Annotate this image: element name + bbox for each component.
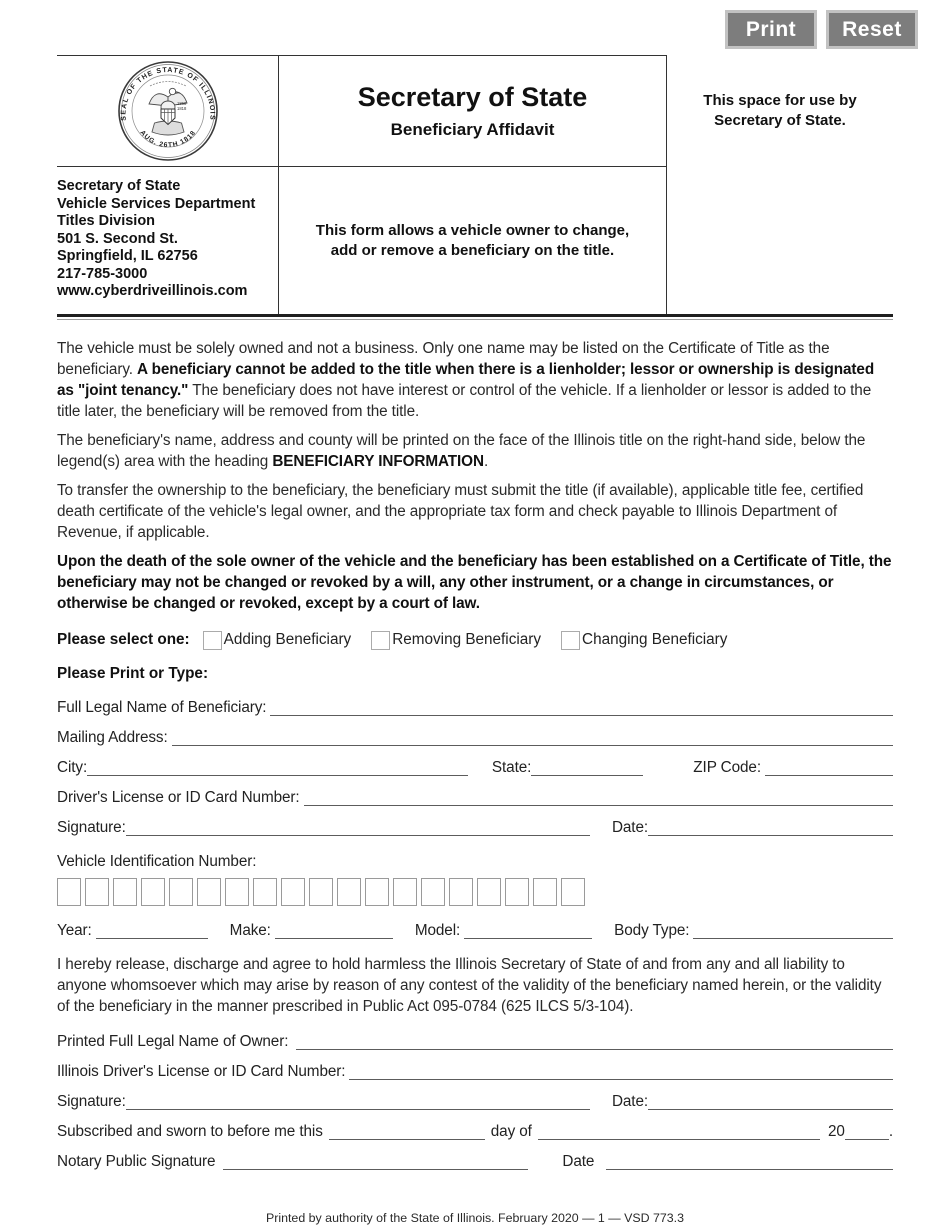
form-title: Secretary of State	[357, 82, 588, 112]
select-one-label: Please select one:	[57, 631, 190, 648]
adding-beneficiary-checkbox[interactable]	[203, 631, 222, 650]
make-input[interactable]	[275, 933, 393, 939]
seal-date-1818: 1818	[176, 106, 186, 111]
vin-box[interactable]	[113, 878, 137, 906]
vin-box[interactable]	[197, 878, 221, 906]
zip-code-label: ZIP Code:	[693, 759, 761, 776]
model-input[interactable]	[464, 933, 592, 939]
day-of-label: day of	[490, 1123, 532, 1140]
seal-ring-bottom-text: AUG. 26TH 1818	[137, 129, 198, 150]
mailing-address-input[interactable]	[172, 740, 893, 746]
owner-drivers-license-label: Illinois Driver's License or ID Card Number:	[57, 1063, 346, 1080]
beneficiary-date-input[interactable]	[648, 830, 893, 836]
drivers-license-label: Driver's License or ID Card Number:	[57, 789, 300, 806]
office-use-note-line1: This space for use by	[703, 92, 857, 109]
header-empty-cell	[667, 167, 893, 314]
vin-box[interactable]	[281, 878, 305, 906]
transfer-paragraph	[57, 480, 893, 543]
beneficiary-signature-input[interactable]	[126, 830, 590, 836]
owner-drivers-license-row	[57, 1059, 893, 1081]
owner-date-label: Date:	[611, 1093, 648, 1110]
form-purpose-line2: add or remove a beneficiary on the title.	[330, 241, 615, 259]
city-input[interactable]	[87, 770, 468, 776]
drivers-license-input[interactable]	[304, 800, 893, 806]
vehicle-details-row	[57, 918, 893, 940]
signature-label: Signature:	[57, 819, 126, 836]
notary-signature-label: Notary Public Signature	[57, 1153, 216, 1170]
vin-label-row	[57, 849, 893, 871]
vin-box[interactable]	[57, 878, 81, 906]
vin-box[interactable]	[169, 878, 193, 906]
notary-signature-row	[57, 1149, 893, 1171]
sworn-day-input[interactable]	[329, 1134, 485, 1140]
vin-box[interactable]	[141, 878, 165, 906]
reset-button[interactable]: Reset	[826, 10, 918, 49]
bold-text-segment: A beneficiary cannot be added to the title when there is a lienholder; lessor or ownership is designated as "joint tenancy."	[57, 361, 875, 399]
form-header	[57, 55, 893, 314]
text-segment: The beneficiary does not have interest or control of the vehicle. If a lienholder or lessor is added to the title later, the beneficiary will be removed from the title.	[57, 382, 872, 420]
text-segment: I hereby release, discharge and agree to hold harmless the Illinois Secretary of State of and from any and all liability to anyone whomsoever which may arise by reason of any contest of the validity of the beneficiary named herein, or the validity of the beneficiary in the manner prescribed in Public Act 095-0784 (625 ILCS 5/3-104).	[57, 956, 882, 1015]
address-line: Titles Division	[57, 213, 156, 229]
vin-box[interactable]	[477, 878, 501, 906]
drivers-license-row	[57, 785, 893, 807]
notarization-row	[57, 1119, 893, 1141]
owner-signature-input[interactable]	[126, 1104, 590, 1110]
adding-beneficiary-label: Adding Beneficiary	[223, 631, 352, 648]
zip-code-input[interactable]	[765, 770, 893, 776]
vin-box[interactable]	[85, 878, 109, 906]
revocation-paragraph	[57, 551, 893, 614]
vin-box[interactable]	[561, 878, 585, 906]
header-divider	[57, 314, 893, 317]
sworn-prefix-label: Subscribed and sworn to before me this	[57, 1123, 323, 1140]
year-label: Year:	[57, 922, 92, 939]
full-legal-name-row	[57, 695, 893, 717]
state-label: State:	[491, 759, 532, 776]
changing-beneficiary-label: Changing Beneficiary	[582, 631, 728, 648]
beneficiary-signature-row	[57, 815, 893, 837]
sworn-year-input[interactable]	[845, 1134, 889, 1140]
vin-box[interactable]	[449, 878, 473, 906]
vin-boxes	[57, 878, 893, 906]
changing-beneficiary-checkbox[interactable]	[561, 631, 580, 650]
illinois-state-seal-icon	[116, 59, 220, 163]
footer-authority-text: Printed by authority of the State of Illinois. February 2020 — 1 — VSD 773.3	[265, 1211, 685, 1225]
form-purpose-cell	[279, 167, 667, 314]
vin-box[interactable]	[421, 878, 445, 906]
title-cell	[279, 55, 667, 167]
text-segment: The vehicle must be solely owned and not a business. Only one name may be listed on the Certificate of Title as the beneficiary.	[57, 340, 830, 378]
vin-box[interactable]	[533, 878, 557, 906]
removing-beneficiary-checkbox[interactable]	[371, 631, 390, 650]
header-divider-shadow	[57, 319, 893, 320]
release-paragraph	[57, 954, 893, 1017]
address-line: www.cyberdriveillinois.com	[57, 283, 248, 299]
owner-printed-name-input[interactable]	[296, 1044, 893, 1050]
address-line: Secretary of State	[57, 178, 181, 194]
year-20-label: 20	[828, 1123, 845, 1140]
notary-signature-input[interactable]	[223, 1164, 528, 1170]
beneficiary-info-paragraph	[57, 430, 893, 472]
state-input[interactable]	[531, 770, 643, 776]
owner-date-input[interactable]	[648, 1104, 893, 1110]
seal-cell	[57, 55, 279, 167]
owner-printed-name-label: Printed Full Legal Name of Owner:	[57, 1033, 289, 1050]
print-or-type-label: Please Print or Type:	[57, 665, 209, 682]
model-label: Model:	[414, 922, 461, 939]
form-subtitle: Beneficiary Affidavit	[390, 120, 555, 139]
seal-date-1868: 1868	[176, 101, 186, 106]
vin-box[interactable]	[393, 878, 417, 906]
pdf-form-buttons	[725, 10, 918, 49]
form-purpose-line1: This form allows a vehicle owner to change,	[315, 221, 630, 239]
body-type-input[interactable]	[693, 933, 893, 939]
office-use-note	[667, 55, 893, 167]
mailing-address-row	[57, 725, 893, 747]
city-state-zip-row	[57, 755, 893, 777]
vin-box[interactable]	[309, 878, 333, 906]
sworn-month-input[interactable]	[538, 1134, 820, 1140]
address-line: 501 S. Second St.	[57, 230, 178, 247]
text-segment: To transfer the ownership to the beneficiary, the beneficiary must submit the title (if available), applicable title fee, certified death certificate of the vehicle's legal owner, and the appropriate tax form and check payable to Illinois Department of Revenue, if applicable.	[57, 482, 864, 541]
owner-drivers-license-input[interactable]	[349, 1074, 893, 1080]
bold-text-segment: BENEFICIARY INFORMATION	[272, 453, 484, 470]
intro-paragraph	[57, 338, 893, 422]
owner-signature-label: Signature:	[57, 1093, 126, 1110]
address-line: Springfield, IL 62756	[57, 248, 198, 264]
address-line: Vehicle Services Department	[57, 195, 256, 212]
period-label: .	[888, 1123, 893, 1140]
mailing-address-label: Mailing Address:	[57, 729, 168, 746]
owner-signature-row	[57, 1089, 893, 1111]
bold-text-segment: Upon the death of the sole owner of the vehicle and the beneficiary has been established on a Certificate of Title, the beneficiary may not be changed or revoked by a will, any other instrument, or a change in circumstances, or otherwise be changed or revoked, except by a court of law.	[57, 553, 892, 612]
owner-printed-name-row	[57, 1029, 893, 1051]
text-segment: The beneficiary's name, address and county will be printed on the face of the Illinois title on the right-hand side, below the legend(s) area with the heading	[57, 432, 866, 470]
vin-label: Vehicle Identification Number:	[57, 853, 257, 870]
print-button[interactable]: Print	[725, 10, 817, 49]
full-legal-name-label: Full Legal Name of Beneficiary:	[57, 699, 267, 716]
agency-address-block	[57, 167, 279, 314]
city-label: City:	[57, 759, 88, 776]
vin-box[interactable]	[337, 878, 361, 906]
make-label: Make:	[229, 922, 271, 939]
date-label: Date:	[611, 819, 648, 836]
address-line: 217-785-3000	[57, 265, 148, 282]
vin-box[interactable]	[225, 878, 249, 906]
seal-ring-top-text: SEAL OF THE STATE OF ILLINOIS	[119, 66, 216, 121]
notary-date-input[interactable]	[606, 1164, 893, 1170]
select-one-row	[57, 629, 893, 651]
year-input[interactable]	[96, 933, 208, 939]
text-segment: .	[483, 453, 489, 470]
vin-box[interactable]	[253, 878, 277, 906]
full-legal-name-input[interactable]	[270, 710, 893, 716]
body-type-label: Body Type:	[614, 922, 690, 939]
office-use-note-line2: Secretary of State.	[714, 112, 846, 129]
notary-date-label: Date	[562, 1153, 595, 1170]
vin-box[interactable]	[505, 878, 529, 906]
removing-beneficiary-label: Removing Beneficiary	[392, 631, 542, 648]
vin-box[interactable]	[365, 878, 389, 906]
